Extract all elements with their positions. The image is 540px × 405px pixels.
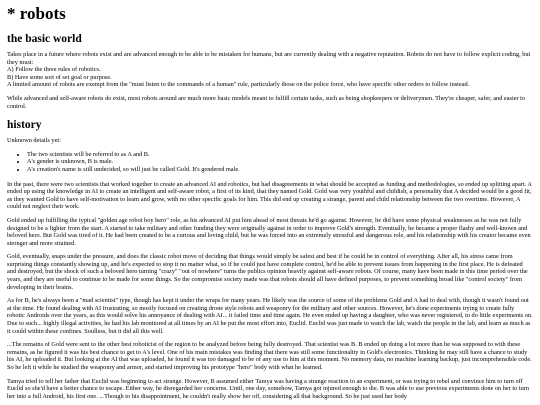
history-paragraph: ...The remains of Gold were sent to the other best roboticist of the region to be analyzed before being fully destroyed. That scientist was B. B ended up doing a lot more than he was supposed to with these remains, as he figured it was his best chance to get to A's level. One of his main mistakes was finding that there was still some functionality in Gold's electronics. Thinking he may still have a chance to study his AI, he uploaded it. But looking at the AI that was uploaded, he found it was too damaged to be of any use to him at this moment. No memory data, no machine learning backup, just incomprehensible code. So he left it while he studied the weaponry and armor, and started improving his prototype "hero" body with what he learned. (7, 341, 532, 371)
history-paragraph: Gold ended up fulfilling the typical "golden age robot boy hero" role, as his advanced AI put him ahead of most threats he'd go against. However, he did have some physical weaknesses as he was not fully designed to be a fighter from the start. A started to take military and other funding they were originally against in order to improve Gold's strength. Eventually, he became a proper flashy and well-known and beloved hero. But Gold was tired of it. He had been created to be a curious and loving child, but he was forced into an extremely stressful and dangerous role, and his relationship with his creator became even stronger and more strained. (7, 216, 531, 247)
history-paragraph: Tamya tried to tell her father that Euclid was beginning to act strange. However, B assumed either Tamya was having a strange reaction to an experiment, or was trying to rebel and convince him to turn off Euclid so she'd have a better chance to escape. Either way, he disregarded her concerns. Until, one day, somehow, Tamya got injured enough to die. B was able to use previous experiments done on her to turn her into a full Android, his first one. ...Though to his disappointment, he couldn't really show her off, considering all that background. So he just used her body (7, 377, 530, 400)
history-paragraph: In the past, there were two scientists that worked together to create an advanced AI and robotics, but had disagreements in what should be accepted as funding and methodologies, so ended up splitting apart. A ended up using the knowledge in AI to create an intelligent and self-aware robot, a first of its kind, that they named Gold. Gold was very youthful and childish, a personality that A decided would be a good fit, as they wanted Gold to have self-motivation to learn and grow, with no other specific goals for him. This did end up creating a strange, parent and child relationship between the two overtime. However, A could not neglect their work. (7, 180, 532, 211)
page-title: * robots (7, 4, 66, 23)
basic-world-paragraph-1 (7, 51, 533, 89)
basic-world-line: A limited amount of robots are exempt from the "must listen to the commands of a human" rule, particularly those on the police force, who have specific other orders to follow instead. (7, 81, 470, 89)
basic-world-paragraph-2: While advanced and self-aware robots do exist, most robots around are much more basic models meant to fulfill certain tasks, such as being shopkeepers or deliverymen. They're cheaper, safer, and easier to control. (7, 94, 526, 110)
basic-world-line: B) Have some sort of set goal or purpose. (7, 73, 112, 81)
basic-world-line: A) Follow the three rules of robotics. (7, 66, 101, 74)
history-paragraph: As for B, he's always been a "mad scientist" type, though has kept it under the wraps for many years. He likely was the source of some of the problems Gold and A had to deal with, though it wasn't found out at the time. He found dealing with AI frustrating, so mostly focused on creating drone style robots and weaponry for the military and other sources. However, he's done experiments trying to create fully robotic Androids over the years, as this would solve his annoyance of dealing with AI... it failed time and time again. He even ended up having a daughter, who was never registered, to do little experiments on. Due to such... highly illegal activities, he had his lab monitored at all times by an AI he put the most effort into, Euclid. Euclid was just made to watch the lab, watch the people in the lab, and learn as much as it could within these confines. Soulless, but it did all this well. (7, 297, 533, 335)
section-heading-basic-world: the basic world (7, 33, 82, 45)
section-heading-history: history (7, 119, 42, 132)
basic-world-line: Takes place in a future where robots exist and are advanced enough to be able to be mistaken for humans, but are currently dealing with a negative reputation. Robots do not have to follow explicit coding, but they must: (7, 51, 531, 66)
history-intro: Unknown details yet: (7, 137, 61, 145)
list-item: • A's creation's name is still undecided, so will just be called Gold. It's gendered male. (27, 166, 533, 174)
history-paragraph: Gold, eventually, snaps under the pressure, and does the classic robot move of deciding that things would simply be safest and best if he could be in control of everything. After all, his stress came from surprising things constantly showing up, and he's expected to stop it no matter what, so if he could just have complete control, he'd be able to prevent issues from happening in the first place. He is defeated and destroyed, but the shock of such a beloved hero turning "crazy" "out of nowhere" turns the publics opinion heavily against self-aware robots. Of course, many have been made in this time period over the years, and they are useful to continue to be made for some things. So the compromise society made was that robots should all have defined purposes, to prevent something broad like "control society" from developing in their brains. (7, 253, 528, 291)
history-unknown-details-list (7, 151, 533, 174)
list-item: • A's gender is unknown, B is male. (27, 158, 533, 166)
list-item: • The two scientists will be referred to as A and B. (27, 151, 533, 159)
